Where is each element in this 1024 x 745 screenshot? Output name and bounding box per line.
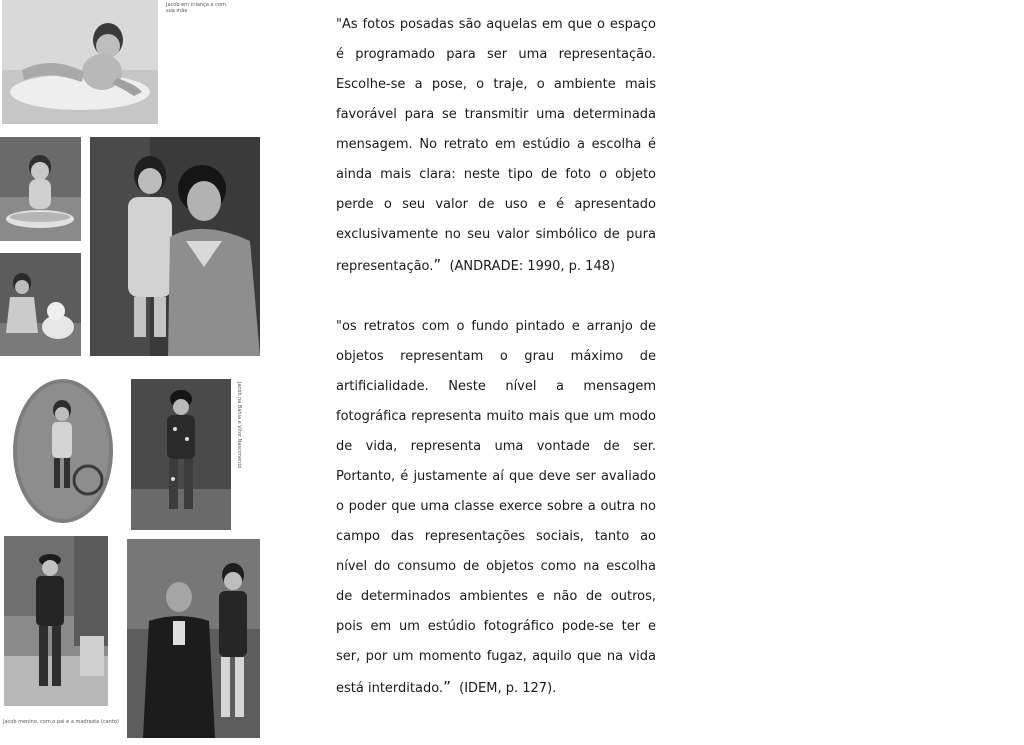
photo-toddler-in-basin [0, 137, 81, 241]
closing-quote-mark: ” [443, 678, 451, 696]
quote-text: "os retratos com o fundo pintado e arranjo de objetos representam o grau máximo de artificialidade. Neste nível a mensagem fotográfica representa muito mais que um modo de vida, representa uma vontade de ser. Portanto, é justamente aí que deve ser avaliado o poder que uma classe exerce sobre a outra no campo das representações sociais, tanto ao nível do consumo de objetos como na escolha de determinados ambientes e não de outros, pois em um estúdio fotográfico pode-se ter e ser, por um momento fugaz, aquilo que na vida está interditado. [336, 319, 656, 696]
caption-standing-boy-photo: Jacob na Bahia e Vitor Nascimento [236, 382, 242, 469]
quotes-column [336, 10, 656, 704]
photo-boy-in-costume [131, 379, 231, 530]
photo-boy-oval-portrait [12, 378, 114, 524]
photo-seated-man-and-boy [127, 539, 260, 738]
photo-baby-on-cushion [2, 0, 158, 124]
photo-boy-in-garden [4, 536, 108, 706]
caption-bottom-left-photo: Jacob menino, com o pai e a madrasta (canto) [3, 719, 119, 725]
quote-paragraph [336, 312, 656, 704]
closing-quote-mark: ” [433, 256, 442, 274]
photo-child-with-dog [0, 253, 81, 356]
photo-mother-and-child [90, 137, 260, 356]
quote-text: "As fotos posadas são aquelas em que o espaço é programado para ser uma representação. Escolhe-se a pose, o traje, o ambiente mais favorável para se transmitir uma determinada mensagem. No retrato em estúdio a escolha é ainda mais clara: neste tipo de foto o objeto perde o seu valor de uso e é apresentado exclusivamente no seu valor simbólico de pura representação. [336, 17, 656, 274]
caption-baby-photo: Jacob em criança e com sua mãe [166, 2, 226, 14]
photo-collage [0, 0, 262, 745]
quote-paragraph [336, 10, 656, 282]
quote-citation: (ANDRADE: 1990, p. 148) [449, 259, 616, 274]
quote-citation: (IDEM, p. 127). [459, 681, 557, 696]
